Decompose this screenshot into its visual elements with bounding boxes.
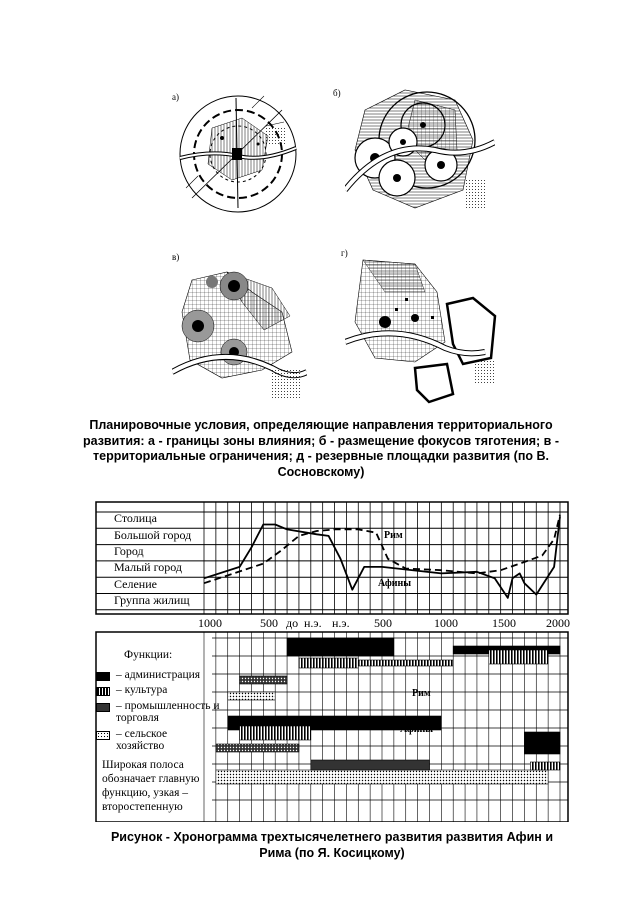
panel-g-label: г) (341, 248, 348, 258)
figure1-caption: Планировочные условия, определяющие направления территориального развития: а - границы зоны влияния; б - размещение фокусов тяготения; в - территориальные ограничения; д - резервные площадки развития (по В. Сосновскому) (82, 418, 560, 479)
x-tick: 500 (374, 616, 392, 630)
panel-b-label: б) (333, 88, 341, 98)
panel-g-map (345, 252, 505, 412)
panel-v-label: в) (172, 252, 180, 262)
level-label: Столица (114, 511, 157, 525)
function-bar (489, 650, 548, 664)
legend-label: – администрация (116, 669, 201, 681)
level-label: Группа жилищ (114, 593, 190, 607)
rome-curve-label: Рим (384, 530, 403, 541)
functions-title: Функции: (124, 649, 173, 661)
x-tick: 500 (260, 616, 278, 630)
level-label: Город (114, 544, 144, 558)
level-label: Селение (114, 577, 157, 591)
legend-label: – промышленность и торговля (116, 700, 220, 724)
function-bar (216, 770, 548, 784)
legend-swatch-industry (96, 703, 110, 712)
function-bar (358, 660, 453, 666)
legend-swatch-admin (96, 672, 110, 681)
x-tick: н.э. (332, 616, 350, 630)
x-tick: 1000 (198, 616, 222, 630)
panel-b-map (345, 80, 495, 220)
level-label: Малый город (114, 560, 182, 574)
legend-swatch-agriculture (96, 731, 110, 740)
panel-a-map (172, 88, 302, 218)
function-bar (524, 732, 560, 754)
function-bar (299, 658, 358, 668)
athens-curve-label: Афины (378, 578, 412, 589)
function-bar (530, 762, 560, 770)
legend-note: Широкая полоса обозначает главную функцию, узкая – второстепенную (102, 759, 200, 813)
function-bar (240, 726, 311, 740)
legend-swatch-culture (96, 687, 110, 696)
x-tick: н.э. (304, 616, 322, 630)
rome-bars-label: Рим (412, 688, 431, 699)
function-bar (228, 692, 275, 700)
chronogram (94, 500, 570, 822)
x-tick: 1000 (434, 616, 458, 630)
level-label: Большой город (114, 528, 192, 542)
figure2-caption: Рисунок - Хронограмма трехтысячелетнего развития развития Афин и Рима (по Я. Косицкому) (110, 830, 554, 860)
panel-a-label: а) (172, 92, 179, 102)
function-bar (311, 760, 430, 770)
function-bar (287, 638, 394, 656)
athens-bars-label: Афины (400, 724, 434, 735)
x-tick: до (286, 616, 299, 630)
x-tick: 1500 (492, 616, 516, 630)
panel-v-map (172, 252, 307, 412)
legend-label: – сельское хозяйство (116, 728, 168, 752)
function-bar (216, 744, 299, 752)
function-bar (240, 676, 287, 684)
legend-label: – культура (116, 684, 168, 696)
x-tick: 2000 (546, 616, 570, 630)
